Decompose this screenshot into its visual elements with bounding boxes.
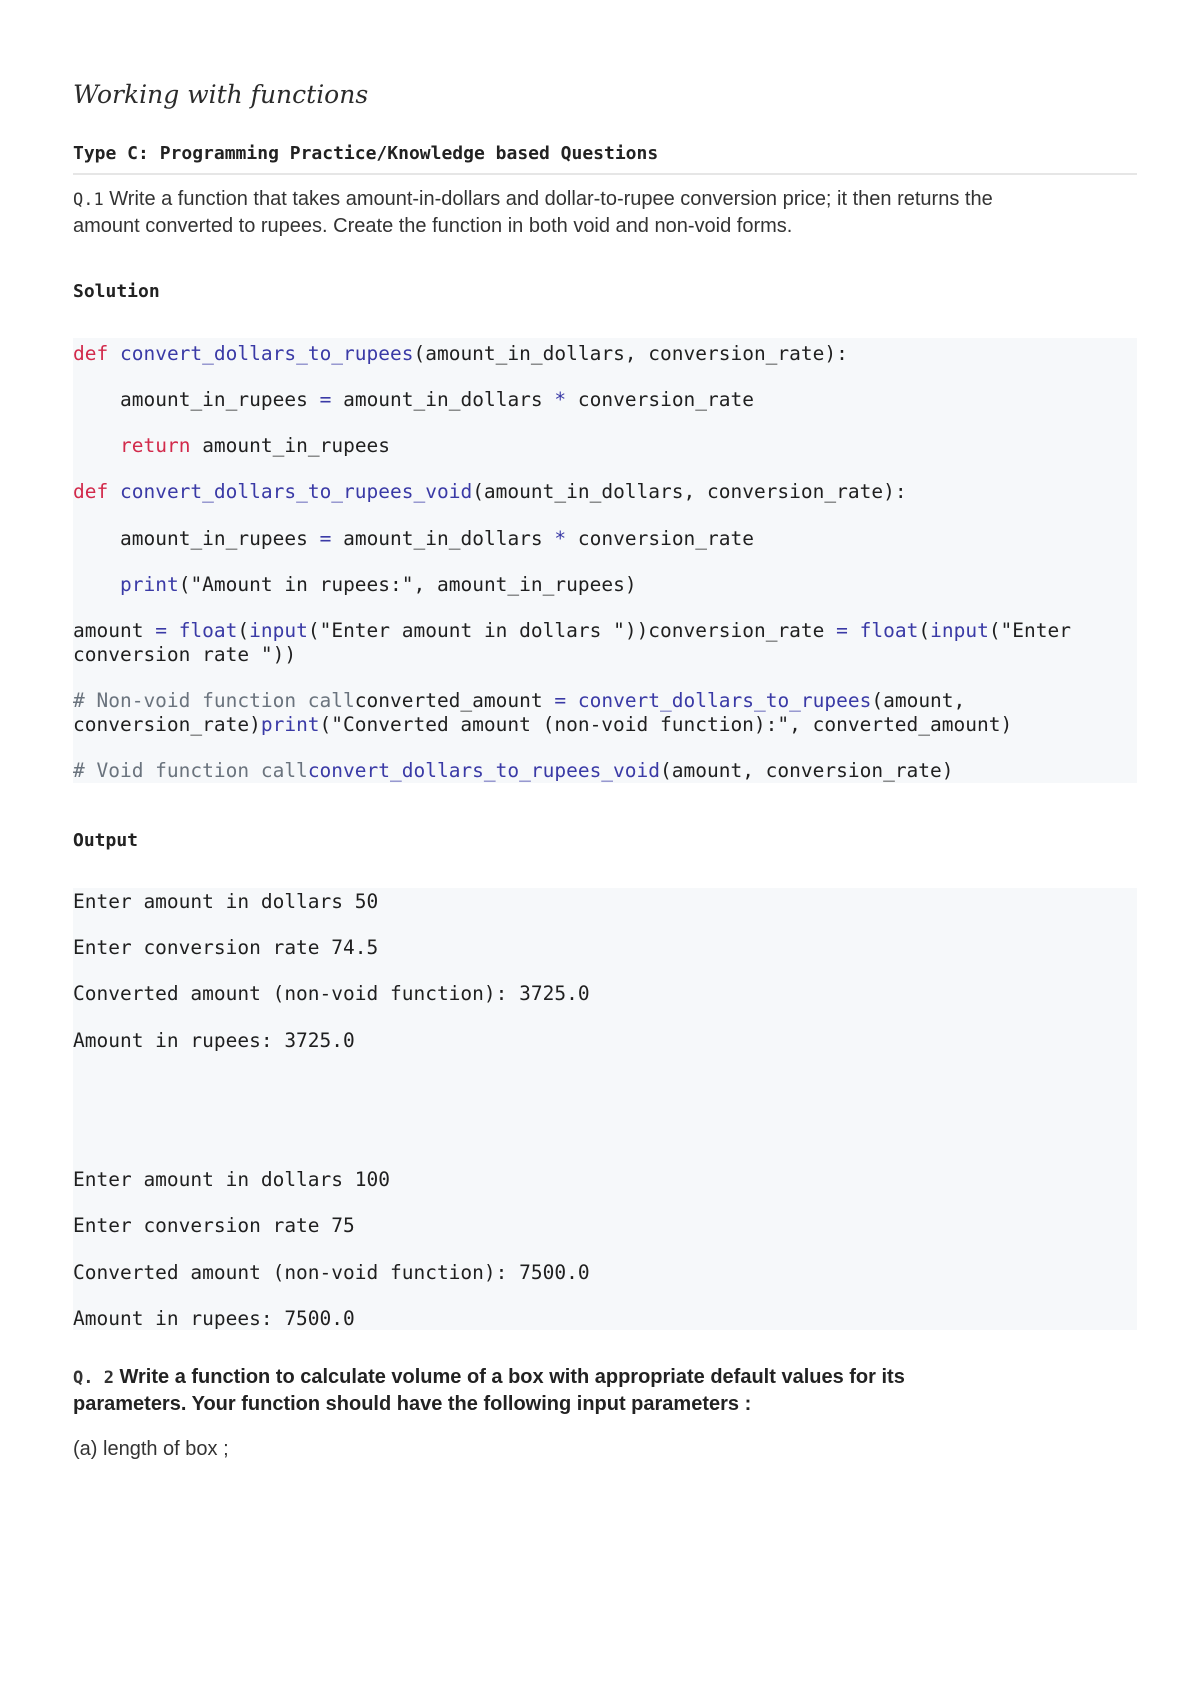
code-text: ("Converted amount (non-void function):", converted_amount) (319, 713, 1013, 736)
code-text: ( (237, 619, 250, 642)
question-1 (73, 186, 1137, 239)
code-text: amount_in_dollars (331, 527, 555, 550)
keyword: def (73, 480, 109, 503)
operator: = (554, 689, 567, 712)
question-2-text-line1: Write a function to calculate volume of a box with appropriate default values for its (113, 1366, 905, 1388)
code-text: ("Amount in rupees:", amount_in_rupees) (178, 573, 637, 596)
operator: * (554, 527, 567, 550)
function-name: convert_dollars_to_rupees_void (307, 759, 661, 782)
builtin: print (120, 573, 179, 596)
code-line-7 (73, 619, 1071, 642)
function-name: convert_dollars_to_rupees (119, 342, 414, 365)
code-text: (amount_in_dollars, conversion_rate): (413, 342, 848, 365)
solution-heading: Solution (73, 281, 160, 302)
keyword: def (73, 342, 109, 365)
function-name: convert_dollars_to_rupees_void (119, 480, 473, 503)
code-line-6 (120, 573, 637, 596)
code-line-11 (73, 759, 954, 782)
question-2-text-line2: parameters. Your function should have the following input parameters : (73, 1393, 752, 1415)
output-line: Enter amount in dollars 100 (73, 1168, 390, 1191)
code-line-10 (73, 713, 1012, 736)
question-2 (73, 1364, 1137, 1417)
code-text: (amount, conversion_rate) (660, 759, 954, 782)
code-line-3 (120, 434, 390, 457)
code-text: ( (918, 619, 931, 642)
code-line-2 (120, 388, 754, 411)
code-block (73, 338, 1137, 783)
output-line: Amount in rupees: 3725.0 (73, 1029, 355, 1052)
output-block (73, 888, 1137, 1330)
builtin: float (859, 619, 919, 642)
code-text: amount_in_rupees (190, 434, 391, 457)
code-text: (amount_in_dollars, conversion_rate): (472, 480, 907, 503)
code-line-5 (120, 527, 754, 550)
operator: * (554, 388, 567, 411)
code-text: amount_in_dollars (331, 388, 555, 411)
builtin: input (249, 619, 308, 642)
question-2-label: Q. 2 (73, 1368, 114, 1388)
code-text: amount_in_rupees (120, 527, 320, 550)
code-text: conversion_rate) (73, 713, 261, 736)
operator: = (836, 619, 848, 642)
section-heading: Type C: Programming Practice/Knowledge based Questions (73, 143, 659, 164)
builtin: float (178, 619, 238, 642)
output-line: Enter conversion rate 74.5 (73, 936, 379, 959)
operator: = (155, 619, 167, 642)
code-text: (amount, (871, 689, 966, 712)
question-2-item-a: (a) length of box ; (73, 1438, 229, 1460)
code-text (167, 619, 179, 642)
page-title: Working with functions (73, 80, 369, 109)
output-line: Amount in rupees: 7500.0 (73, 1307, 355, 1330)
comment: # Void function call (73, 759, 308, 782)
code-text: amount (73, 619, 156, 642)
code-text (848, 619, 860, 642)
output-line: Converted amount (non-void function): 3725.0 (73, 982, 590, 1005)
code-text: conversion_rate (566, 527, 754, 550)
output-line: Enter conversion rate 75 (73, 1214, 355, 1237)
output-line: Converted amount (non-void function): 7500.0 (73, 1261, 590, 1284)
keyword: return (120, 434, 191, 457)
question-1-label: Q.1 (73, 190, 104, 210)
function-name: convert_dollars_to_rupees (577, 689, 872, 712)
code-line-9 (73, 689, 965, 712)
code-line-8: conversion rate ")) (73, 643, 297, 666)
output-heading: Output (73, 830, 139, 851)
question-1-text-line2: amount converted to rupees. Create the function in both void and non-void forms. (73, 215, 793, 237)
code-text: amount_in_rupees (120, 388, 320, 411)
operator: = (319, 527, 332, 550)
operator: = (319, 388, 332, 411)
builtin: print (260, 713, 320, 736)
code-text (566, 689, 578, 712)
question-1-text-line1: Write a function that takes amount-in-dollars and dollar-to-rupee conversion price; it then returns the (103, 188, 993, 210)
code-text: ("Enter amount in dollars "))conversion_rate (307, 619, 837, 642)
comment: # Non-void function call (73, 689, 355, 712)
builtin: input (930, 619, 989, 642)
code-text: ("Enter (988, 619, 1071, 642)
divider (73, 173, 1137, 175)
code-line-4 (73, 480, 907, 503)
code-text: conversion_rate (566, 388, 754, 411)
code-text: converted_amount (354, 689, 555, 712)
code-line-1 (73, 342, 848, 365)
output-line: Enter amount in dollars 50 (73, 890, 379, 913)
